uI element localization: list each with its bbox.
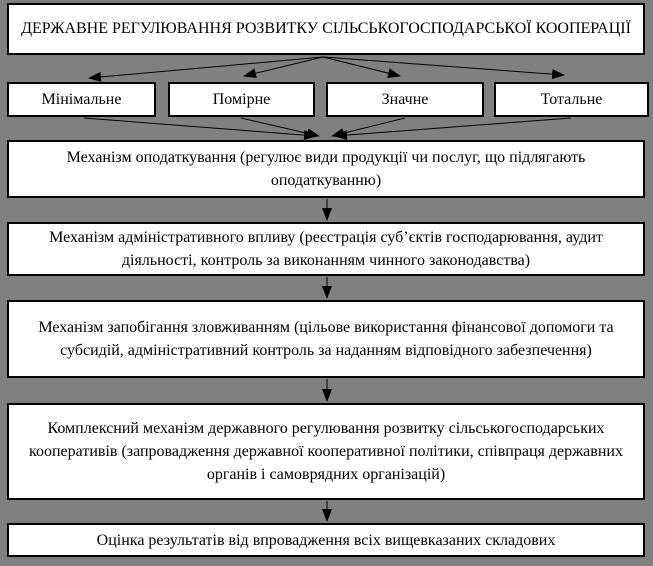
level-box-significant	[326, 82, 484, 117]
diagram-title: ДЕРЖАВНЕ РЕГУЛЮВАННЯ РОЗВИТКУ СІЛЬСЬКОГОСПОДАРСЬКОЇ КООПЕРАЦІЇ	[21, 20, 631, 37]
level-label-total: Тотальне	[540, 91, 603, 108]
mechanism-box-complex	[7, 403, 645, 500]
arrow-minimal-to-taxation	[84, 118, 316, 136]
arrow-title-to-significant	[323, 57, 400, 76]
arrow-moderate-to-taxation	[241, 118, 319, 136]
mechanism-text-administrative: Механізм адміністративного впливу (реєстрація суб’єктів господарювання, аудит діяльності, контроль за виконанням чинного законодавства)	[49, 229, 603, 269]
arrow-significant-to-taxation	[332, 118, 405, 136]
mechanism-text-complex: Комплексний механізм державного регулювання розвитку сільськогосподарських кооперативів (запровадження державної кооперативної політики, співпраця державних органів і самоврядних організацій)	[29, 420, 623, 483]
mechanism-box-administrative	[7, 222, 645, 276]
mechanism-box-evaluation	[7, 523, 645, 557]
level-label-moderate: Помірне	[212, 91, 271, 108]
level-box-total	[494, 82, 649, 117]
level-box-minimal	[7, 82, 156, 117]
level-box-moderate	[168, 82, 315, 117]
arrow-total-to-taxation	[335, 118, 571, 136]
title-box	[7, 3, 645, 55]
mechanism-text-abuse-prevention: Механізм запобігання зловживанням (цільове використання фінансової допомоги та субсидій, адміністративний контроль за наданням відповідного забезпечення)	[38, 319, 614, 359]
arrow-title-to-minimal	[89, 57, 323, 78]
mechanism-text-evaluation: Оцінка результатів від впровадження всіх вищевказаних складових	[96, 531, 556, 549]
mechanism-box-taxation	[7, 140, 645, 198]
arrow-title-to-moderate	[244, 57, 323, 76]
mechanism-box-abuse-prevention	[7, 300, 645, 378]
level-label-significant: Значне	[381, 91, 429, 108]
mechanism-text-taxation: Механізм оподаткування (регулює види продукції чи послуг, що підлягають оподаткуванню)	[66, 149, 586, 189]
arrow-title-to-total	[323, 57, 564, 75]
level-label-minimal: Мінімальне	[41, 91, 122, 108]
